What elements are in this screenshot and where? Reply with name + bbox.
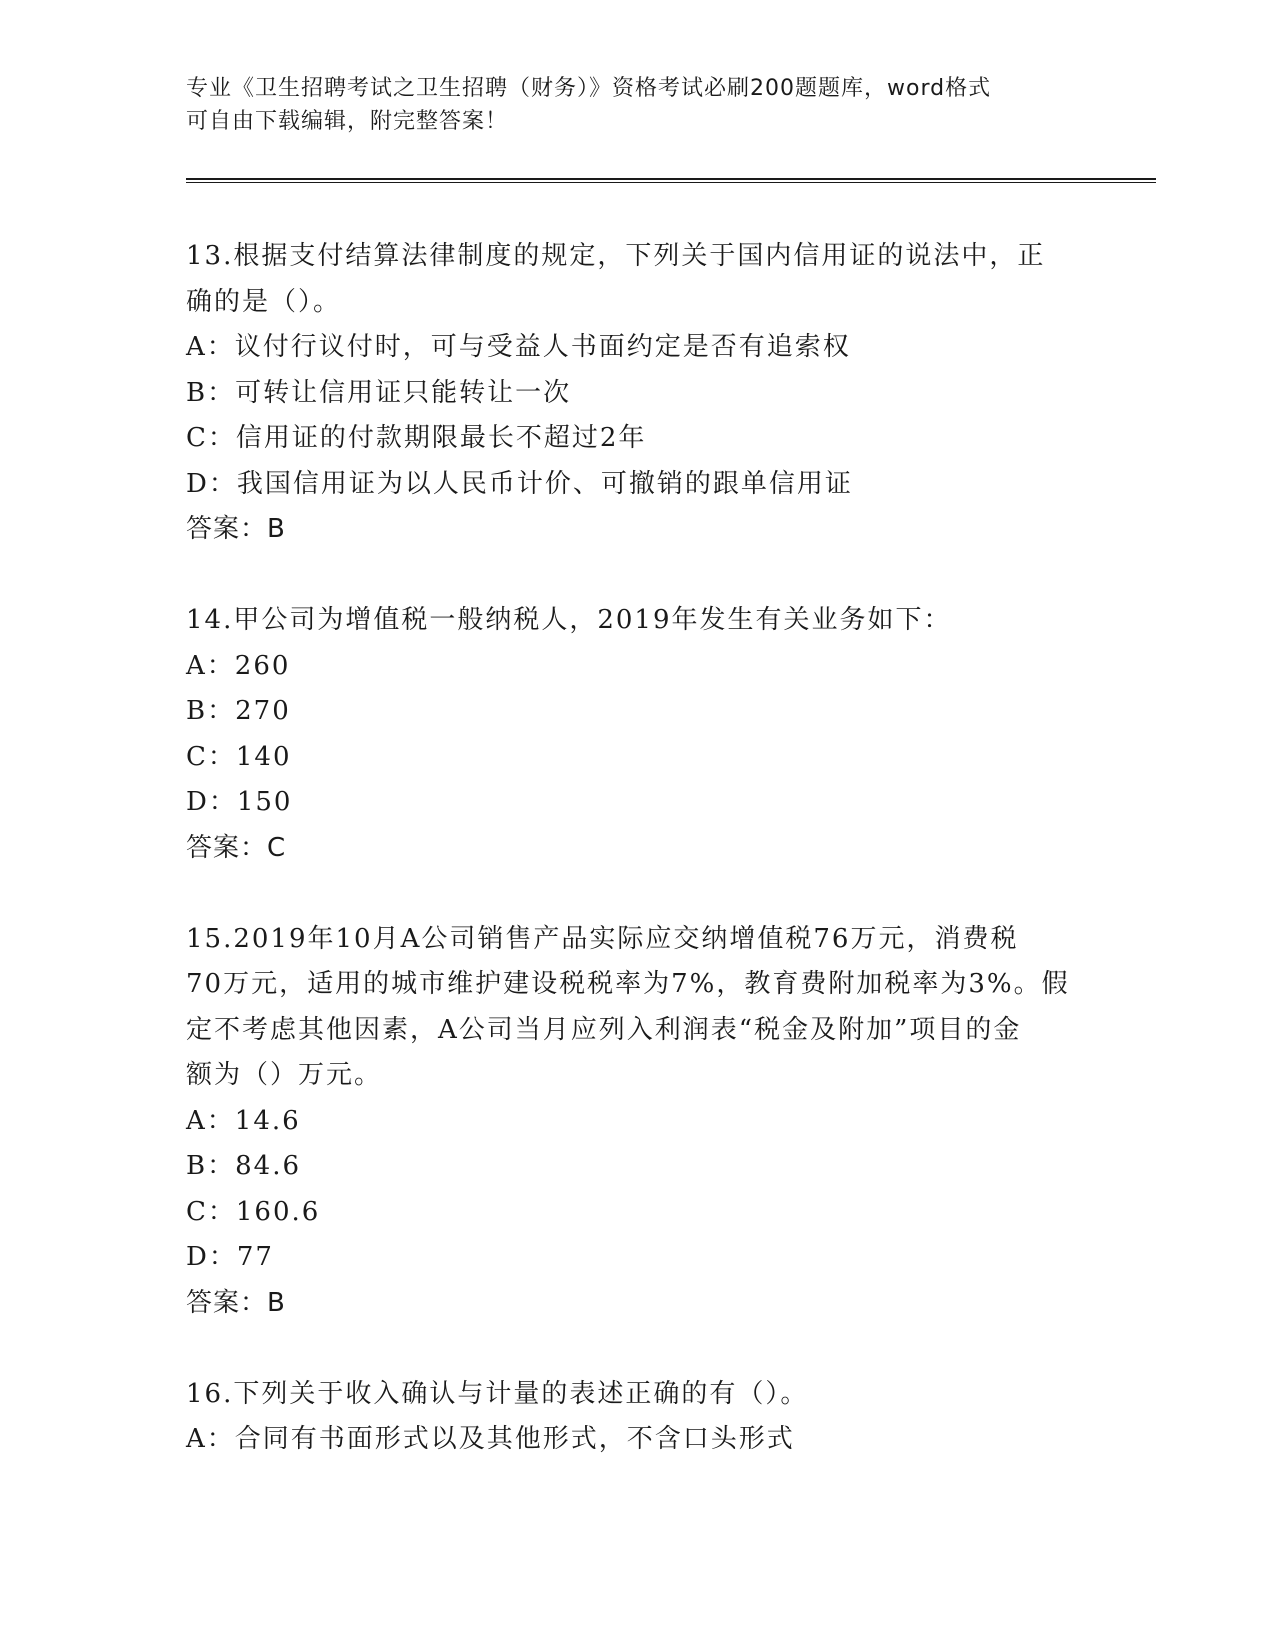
question-stem: 确的是（）。 — [186, 286, 342, 317]
question-14 — [186, 598, 1086, 871]
option-d: D：150 — [186, 787, 293, 817]
question-list — [186, 234, 1086, 1463]
option-d: D：我国信用证为以人民币计价、可撤销的跟单信用证 — [186, 468, 853, 499]
question-stem: 定不考虑其他因素，A公司当月应列入利润表“税金及附加”项目的金 — [186, 1014, 1022, 1045]
option-a: A：合同有书面形式以及其他形式，不含口头形式 — [186, 1424, 795, 1454]
spacer — [186, 553, 1086, 599]
option-b: B：可转让信用证只能转让一次 — [186, 377, 572, 408]
question-16 — [186, 1372, 1086, 1463]
question-13 — [186, 234, 1086, 553]
answer-label: 答案：B — [186, 1287, 286, 1318]
question-stem: 16.下列关于收入确认与计量的表述正确的有（）。 — [186, 1378, 809, 1409]
spacer — [186, 871, 1086, 917]
option-c: C：160.6 — [186, 1196, 321, 1227]
option-a: A：议付行议付时，可与受益人书面约定是否有追索权 — [186, 332, 851, 362]
option-c: C：信用证的付款期限最长不超过2年 — [186, 423, 647, 453]
header-line-2: 可自由下载编辑，附完整答案！ — [186, 109, 509, 134]
question-stem: 70万元，适用的城市维护建设税税率为7%，教育费附加税率为3%。假 — [186, 969, 1070, 999]
option-a: A：14.6 — [186, 1105, 301, 1136]
header-line-1: 专业《卫生招聘考试之卫生招聘（财务）》资格考试必刷200题题库，word格式 — [186, 76, 992, 101]
answer-label: 答案：C — [186, 832, 287, 863]
option-b: B：84.6 — [186, 1151, 301, 1181]
answer-label: 答案：B — [186, 514, 286, 544]
question-stem: 额为（）万元。 — [186, 1060, 383, 1090]
spacer — [186, 1326, 1086, 1372]
question-stem: 14.甲公司为增值税一般纳税人，2019年发生有关业务如下： — [186, 605, 952, 635]
option-b: B：270 — [186, 696, 291, 726]
header-divider — [186, 178, 1156, 183]
document-header — [186, 72, 1086, 138]
question-15 — [186, 917, 1086, 1327]
option-d: D：77 — [186, 1242, 274, 1272]
option-a: A：260 — [186, 650, 291, 681]
question-stem: 15.2019年10月A公司销售产品实际应交纳增值税76万元，消费税 — [186, 923, 1019, 954]
question-stem: 13.根据支付结算法律制度的规定，下列关于国内信用证的说法中，正 — [186, 241, 1046, 271]
option-c: C：140 — [186, 741, 292, 772]
